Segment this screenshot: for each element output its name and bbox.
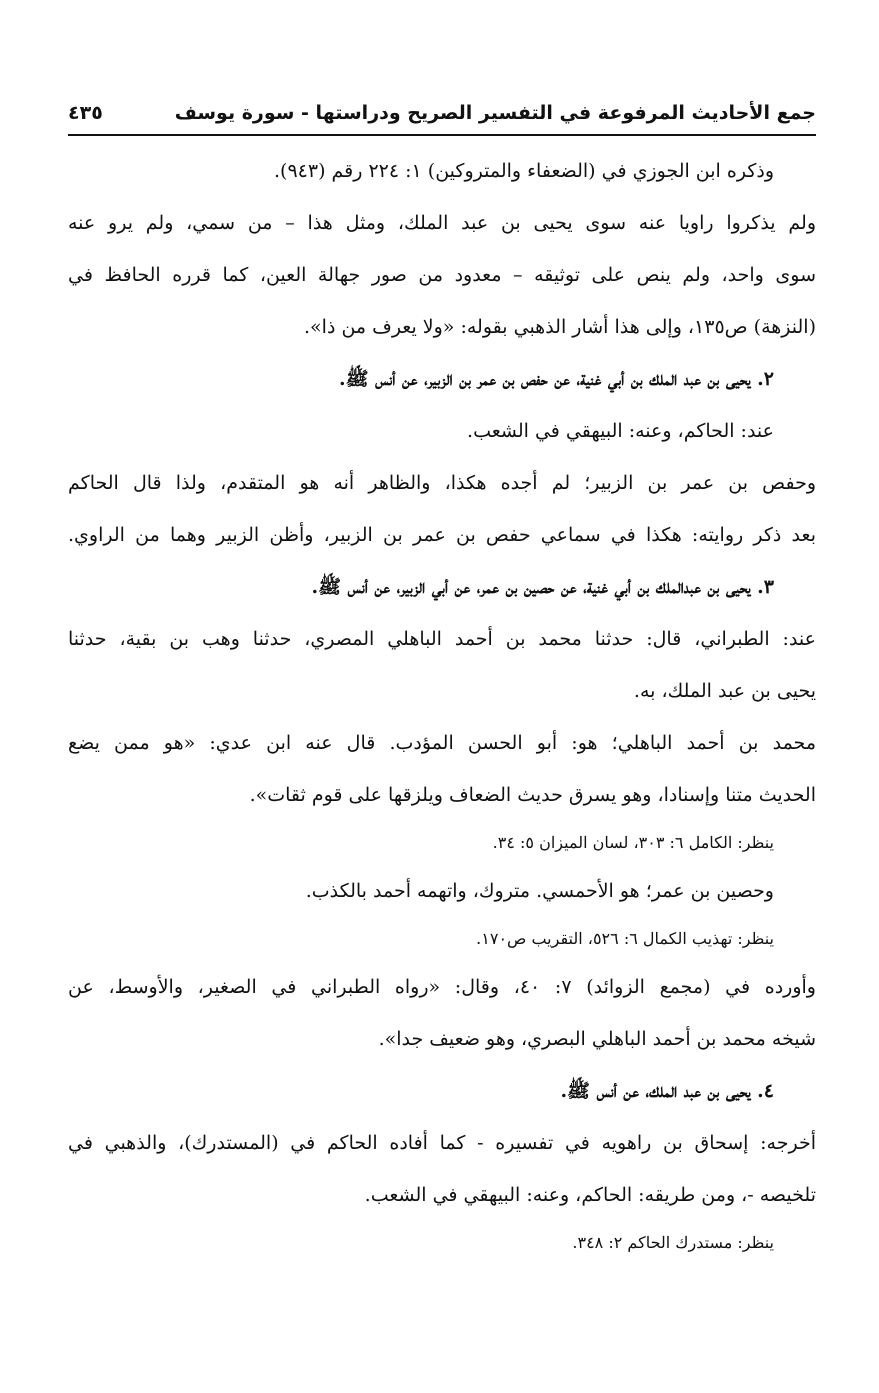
hadith-heading: ٢. يحيى بن عبد الملك بن أبي غنية، عن حفص بن عمر بن الزبير، عن أنس ﷺ.	[338, 368, 774, 390]
text-line: شيخه محمد بن أحمد الباهلي البصري، وهو ضعيف جدا».	[378, 1028, 816, 1050]
reference-line: ينظر: مستدرك الحاكم ٢: ٣٤٨.	[572, 1233, 774, 1252]
running-title: جمع الأحاديث المرفوعة في التفسير الصريح ودراستها - سورة يوسف	[174, 102, 816, 124]
text-line: ولم يذكروا راويا عنه سوى يحيى بن عبد الملك، ومثل هذا – من سمي، ولم يرو عنه	[68, 212, 816, 234]
text-line: عند: الحاكم، وعنه: البيهقي في الشعب.	[467, 420, 774, 442]
text-line: الحديث متنا وإسنادا، وهو يسرق حديث الضعاف ويلزقها على قوم ثقات».	[249, 784, 816, 806]
text-line: وحصين بن عمر؛ هو الأحمسي. متروك، واتهمه أحمد بالكذب.	[305, 880, 774, 902]
text-line: وذكره ابن الجوزي في (الضعفاء والمتروكين) ١: ٢٢٤ رقم (٩٤٣).	[273, 160, 774, 182]
reference-line: ينظر: الكامل ٦: ٣٠٣، لسان الميزان ٥: ٣٤.	[492, 833, 774, 852]
text-line: عند: الطبراني، قال: حدثنا محمد بن أحمد الباهلي المصري، حدثنا وهب بن بقية، حدثنا	[68, 628, 816, 650]
text-line: وأورده في (مجمع الزوائد) ٧: ٤٠، وقال: «رواه الطبراني في الصغير، والأوسط، عن	[68, 976, 816, 998]
body-text	[68, 145, 816, 1265]
text-line: محمد بن أحمد الباهلي؛ هو: أبو الحسن المؤدب. قال عنه ابن عدي: «هو ممن يضع	[68, 732, 816, 754]
text-line: أخرجه: إسحاق بن راهويه في تفسيره - كما أفاده الحاكم في (المستدرك)، والذهبي في	[68, 1132, 816, 1154]
text-line: بعد ذكر روايته: هكذا في سماعي حفص بن عمر بن الزبير، وأظن الزبير وهما من الراوي.	[68, 524, 816, 546]
page-header	[68, 100, 816, 136]
hadith-heading: ٤. يحيى بن عبد الملك، عن أنس ﷺ.	[560, 1080, 774, 1102]
text-line: سوى واحد، ولم ينص على توثيقه – معدود من صور جهالة العين، كما قرره الحافظ في	[68, 264, 816, 286]
text-line: وحفص بن عمر بن الزبير؛ لم أجده هكذا، والظاهر أنه هو المتقدم، ولذا قال الحاكم	[68, 472, 816, 494]
text-line: يحيى بن عبد الملك، به.	[633, 680, 816, 702]
reference-line: ينظر: تهذيب الكمال ٦: ٥٢٦، التقريب ص١٧٠.	[476, 929, 774, 948]
page-number: ٤٣٥	[68, 102, 103, 124]
text-line: (النزهة) ص١٣٥، وإلى هذا أشار الذهبي بقوله: «ولا يعرف من ذا».	[304, 316, 816, 338]
hadith-heading: ٣. يحيى بن عبدالملك بن أبي غنية، عن حصين بن عمر، عن أبي الزبير، عن أنس ﷺ.	[311, 576, 774, 598]
text-line: تلخيصه -، ومن طريقه: الحاكم، وعنه: البيهقي في الشعب.	[364, 1184, 816, 1206]
